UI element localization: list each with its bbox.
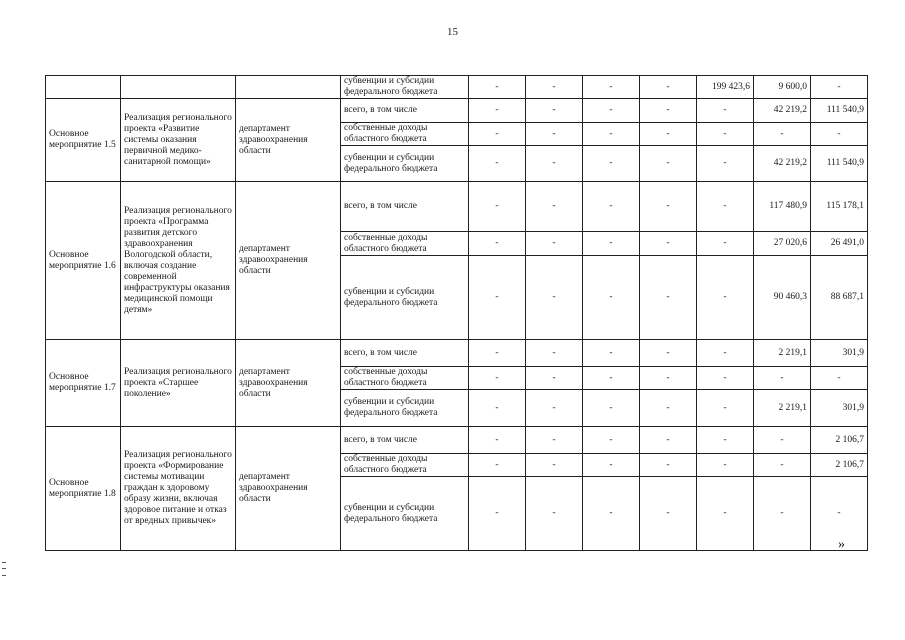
value-cell: -: [526, 76, 583, 99]
value-cell: 88 687,1: [811, 256, 868, 340]
value-cell: -: [469, 99, 526, 123]
value-cell: -: [640, 256, 697, 340]
value-cell: 2 219,1: [754, 340, 811, 367]
value-cell: -: [526, 390, 583, 427]
value-cell: -: [469, 76, 526, 99]
funding-source-cell: собственные доходы областного бюджета: [341, 367, 469, 390]
executor-cell: [236, 76, 341, 99]
value-cell: -: [640, 454, 697, 477]
value-cell: -: [583, 182, 640, 232]
value-cell: -: [640, 340, 697, 367]
value-cell: -: [697, 477, 754, 551]
value-cell: -: [526, 182, 583, 232]
value-cell: -: [526, 427, 583, 454]
funding-source-cell: собственные доходы областного бюджета: [341, 454, 469, 477]
table-row: [46, 76, 868, 99]
event-cell: Основное мероприятие 1.6: [46, 182, 121, 340]
funding-source-cell: всего, в том числе: [341, 99, 469, 123]
event-cell: Основное мероприятие 1.5: [46, 99, 121, 182]
funding-source-cell: субвенции и субсидии федерального бюджета: [341, 146, 469, 182]
executor-cell: департамент здравоохранения области: [236, 99, 341, 182]
value-cell: 42 219,2: [754, 146, 811, 182]
value-cell: 117 480,9: [754, 182, 811, 232]
value-cell: -: [754, 454, 811, 477]
value-cell: -: [469, 390, 526, 427]
value-cell: -: [583, 367, 640, 390]
event-cell: [46, 76, 121, 99]
value-cell: 27 020,6: [754, 232, 811, 256]
page-number: 15: [447, 26, 458, 38]
executor-cell: департамент здравоохранения области: [236, 340, 341, 427]
value-cell: -: [526, 477, 583, 551]
value-cell: -: [811, 123, 868, 146]
value-cell: 301,9: [811, 340, 868, 367]
value-cell: -: [583, 232, 640, 256]
value-cell: -: [469, 123, 526, 146]
value-cell: 2 219,1: [754, 390, 811, 427]
value-cell: 26 491,0: [811, 232, 868, 256]
value-cell: -: [697, 123, 754, 146]
value-cell: -: [811, 76, 868, 99]
funding-source-cell: субвенции и субсидии федерального бюджета: [341, 390, 469, 427]
value-cell: -: [640, 367, 697, 390]
value-cell: 199 423,6: [697, 76, 754, 99]
funding-source-cell: субвенции и субсидии федерального бюджета: [341, 477, 469, 551]
value-cell: -: [583, 123, 640, 146]
project-cell: Реализация регионального проекта «Старшее поколение»: [121, 340, 236, 427]
executor-cell: департамент здравоохранения области: [236, 182, 341, 340]
value-cell: -: [754, 477, 811, 551]
value-cell: -: [526, 454, 583, 477]
table-row: [46, 427, 868, 454]
table-row: [46, 182, 868, 232]
project-cell: Реализация регионального проекта «Развитие системы оказания первичной медико-санитарной помощи»: [121, 99, 236, 182]
value-cell: -: [469, 340, 526, 367]
value-cell: -: [583, 76, 640, 99]
value-cell: -: [754, 367, 811, 390]
value-cell: -: [697, 340, 754, 367]
budget-table: [45, 75, 868, 551]
funding-source-cell: субвенции и субсидии федерального бюджета: [341, 256, 469, 340]
value-cell: -: [526, 256, 583, 340]
value-cell: -: [583, 427, 640, 454]
event-cell: Основное мероприятие 1.8: [46, 427, 121, 551]
value-cell: -: [526, 340, 583, 367]
value-cell: -: [811, 477, 868, 551]
value-cell: 90 460,3: [754, 256, 811, 340]
value-cell: -: [811, 367, 868, 390]
funding-source-cell: субвенции и субсидии федерального бюджета: [341, 76, 469, 99]
value-cell: -: [640, 123, 697, 146]
value-cell: -: [640, 390, 697, 427]
value-cell: -: [640, 99, 697, 123]
value-cell: -: [469, 477, 526, 551]
value-cell: -: [640, 232, 697, 256]
value-cell: -: [697, 146, 754, 182]
value-cell: -: [526, 123, 583, 146]
funding-source-cell: всего, в том числе: [341, 427, 469, 454]
value-cell: 111 540,9: [811, 99, 868, 123]
value-cell: -: [697, 182, 754, 232]
funding-source-cell: всего, в том числе: [341, 340, 469, 367]
funding-source-cell: всего, в том числе: [341, 182, 469, 232]
value-cell: 115 178,1: [811, 182, 868, 232]
value-cell: 42 219,2: [754, 99, 811, 123]
value-cell: -: [640, 182, 697, 232]
value-cell: -: [583, 390, 640, 427]
value-cell: -: [526, 232, 583, 256]
value-cell: -: [469, 146, 526, 182]
value-cell: 111 540,9: [811, 146, 868, 182]
value-cell: 301,9: [811, 390, 868, 427]
value-cell: -: [697, 232, 754, 256]
value-cell: -: [640, 427, 697, 454]
value-cell: -: [640, 477, 697, 551]
value-cell: 2 106,7: [811, 427, 868, 454]
funding-source-cell: собственные доходы областного бюджета: [341, 232, 469, 256]
value-cell: -: [526, 367, 583, 390]
event-cell: Основное мероприятие 1.7: [46, 340, 121, 427]
value-cell: -: [583, 256, 640, 340]
value-cell: 9 600,0: [754, 76, 811, 99]
value-cell: -: [583, 146, 640, 182]
value-cell: -: [640, 76, 697, 99]
value-cell: -: [697, 99, 754, 123]
value-cell: -: [469, 182, 526, 232]
value-cell: -: [526, 99, 583, 123]
value-cell: -: [469, 256, 526, 340]
project-cell: Реализация регионального проекта «Формирование системы мотивации граждан к здоровому образу жизни, включая здоровое питание и отказ от вредных привычек»: [121, 427, 236, 551]
value-cell: -: [469, 427, 526, 454]
value-cell: -: [697, 390, 754, 427]
value-cell: -: [697, 367, 754, 390]
value-cell: -: [526, 146, 583, 182]
value-cell: -: [754, 427, 811, 454]
project-cell: [121, 76, 236, 99]
table-row: [46, 340, 868, 367]
margin-mark: [2, 562, 6, 576]
value-cell: -: [469, 454, 526, 477]
value-cell: -: [469, 232, 526, 256]
table-row: [46, 99, 868, 123]
value-cell: -: [583, 477, 640, 551]
value-cell: -: [754, 123, 811, 146]
value-cell: -: [697, 256, 754, 340]
value-cell: -: [697, 427, 754, 454]
executor-cell: департамент здравоохранения области: [236, 427, 341, 551]
value-cell: 2 106,7: [811, 454, 868, 477]
value-cell: -: [583, 340, 640, 367]
project-cell: Реализация регионального проекта «Программа развития детского здравоохранения Вологодской области, включая создание современной инфраструктуры оказания медицинской помощи детям»: [121, 182, 236, 340]
closing-quote: »: [838, 537, 845, 552]
value-cell: -: [640, 146, 697, 182]
value-cell: -: [469, 367, 526, 390]
funding-source-cell: собственные доходы областного бюджета: [341, 123, 469, 146]
value-cell: -: [697, 454, 754, 477]
value-cell: -: [583, 99, 640, 123]
value-cell: -: [583, 454, 640, 477]
